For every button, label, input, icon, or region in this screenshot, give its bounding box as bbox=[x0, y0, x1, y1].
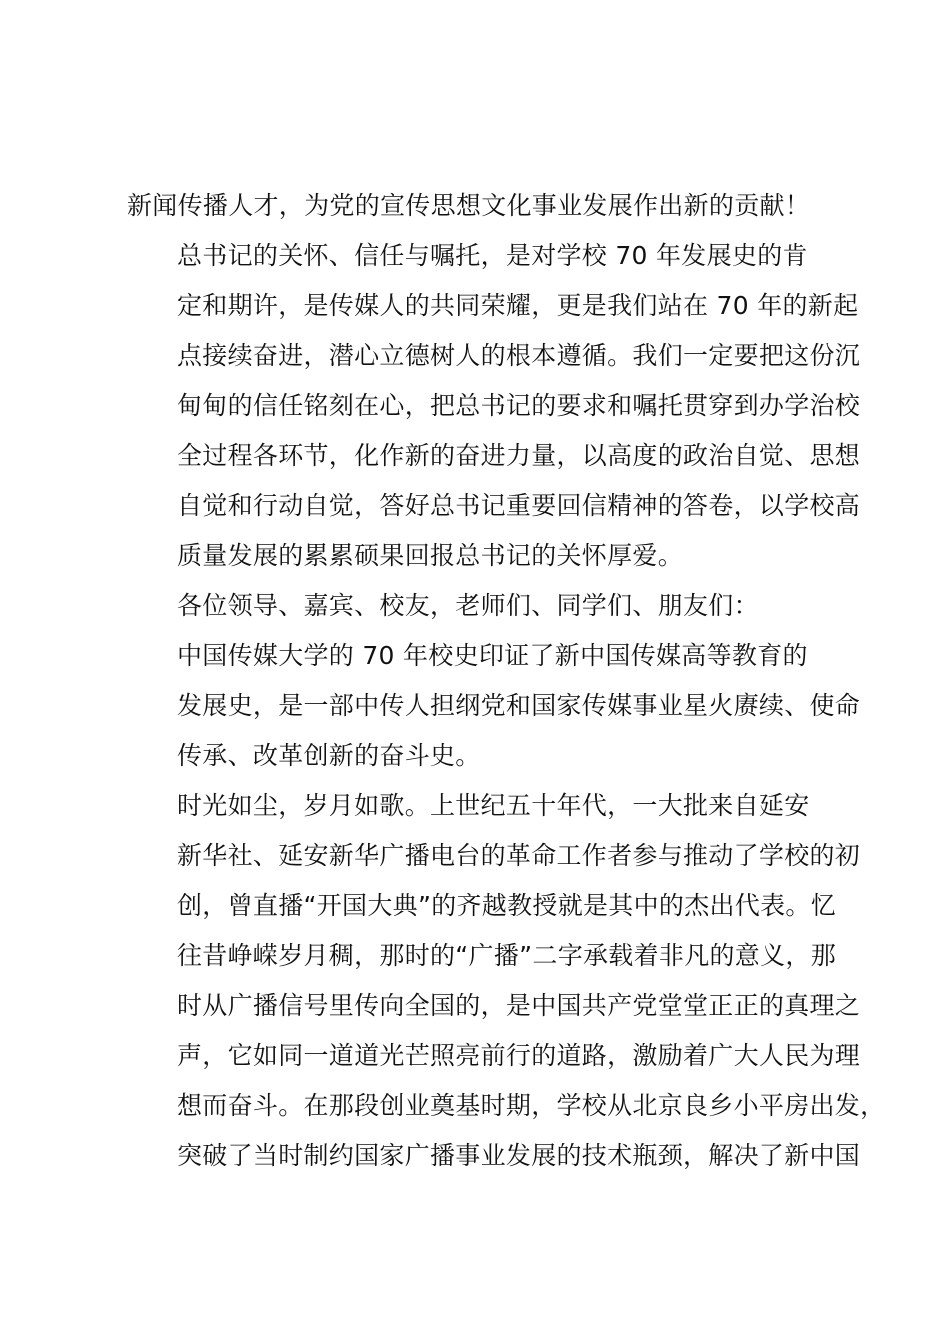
paragraph-continuation bbox=[127, 181, 832, 231]
text-line: 定和期许，是传媒人的共同荣耀，更是我们站在 70 年的新起 bbox=[177, 291, 859, 320]
text-line: 质量发展的累累硕果回报总书记的关怀厚爱。 bbox=[177, 541, 684, 570]
text-line: 突破了当时制约国家广播事业发展的技术瓶颈，解决了新中国 bbox=[177, 1141, 861, 1170]
text-line: 传承、改革创新的奋斗史。 bbox=[177, 741, 481, 770]
text-line: 自觉和行动自觉，答好总书记重要回信精神的答卷，以学校高 bbox=[177, 491, 861, 520]
text-line: 中国传媒大学的 70 年校史印证了新中国传媒高等教育的 bbox=[177, 641, 808, 670]
paragraph-general-secretary-care bbox=[127, 231, 861, 581]
text-line: 时从广播信号里传向全国的，是中国共产党堂堂正正的真理之 bbox=[177, 991, 861, 1020]
paragraph-salutation bbox=[127, 581, 832, 631]
paragraph-time-flies bbox=[127, 781, 886, 1181]
text-line: 各位领导、嘉宾、校友，老师们、同学们、朋友们： bbox=[177, 591, 759, 620]
text-line: 新华社、延安新华广播电台的革命工作者参与推动了学校的初 bbox=[177, 841, 861, 870]
text-line: 声，它如同一道道光芒照亮前行的道路，激励着广大人民为理 bbox=[177, 1041, 861, 1070]
text-line: 新闻传播人才，为党的宣传思想文化事业发展作出新的贡献！ bbox=[127, 191, 811, 220]
text-line: 点接续奋进，潜心立德树人的根本遵循。我们一定要把这份沉 bbox=[177, 341, 861, 370]
text-line: 创，曾直播“开国大典”的齐越教授就是其中的杰出代表。忆 bbox=[177, 891, 837, 920]
paragraph-school-history bbox=[127, 631, 861, 781]
text-line: 时光如尘，岁月如歌。上世纪五十年代，一大批来自延安 bbox=[177, 791, 810, 820]
text-line: 总书记的关怀、信任与嘱托，是对学校 70 年发展史的肯 bbox=[177, 241, 808, 270]
text-line: 发展史，是一部中传人担纲党和国家传媒事业星火赓续、使命 bbox=[177, 691, 861, 720]
text-line: 往昔峥嵘岁月稠，那时的“广播”二字承载着非凡的意义，那 bbox=[177, 941, 837, 970]
document-body bbox=[127, 181, 886, 1181]
text-line: 全过程各环节，化作新的奋进力量，以高度的政治自觉、思想 bbox=[177, 441, 861, 470]
text-line: 想而奋斗。在那段创业奠基时期，学校从北京良乡小平房出发， bbox=[177, 1091, 886, 1120]
text-line: 甸甸的信任铭刻在心，把总书记的要求和嘱托贯穿到办学治校 bbox=[177, 391, 861, 420]
